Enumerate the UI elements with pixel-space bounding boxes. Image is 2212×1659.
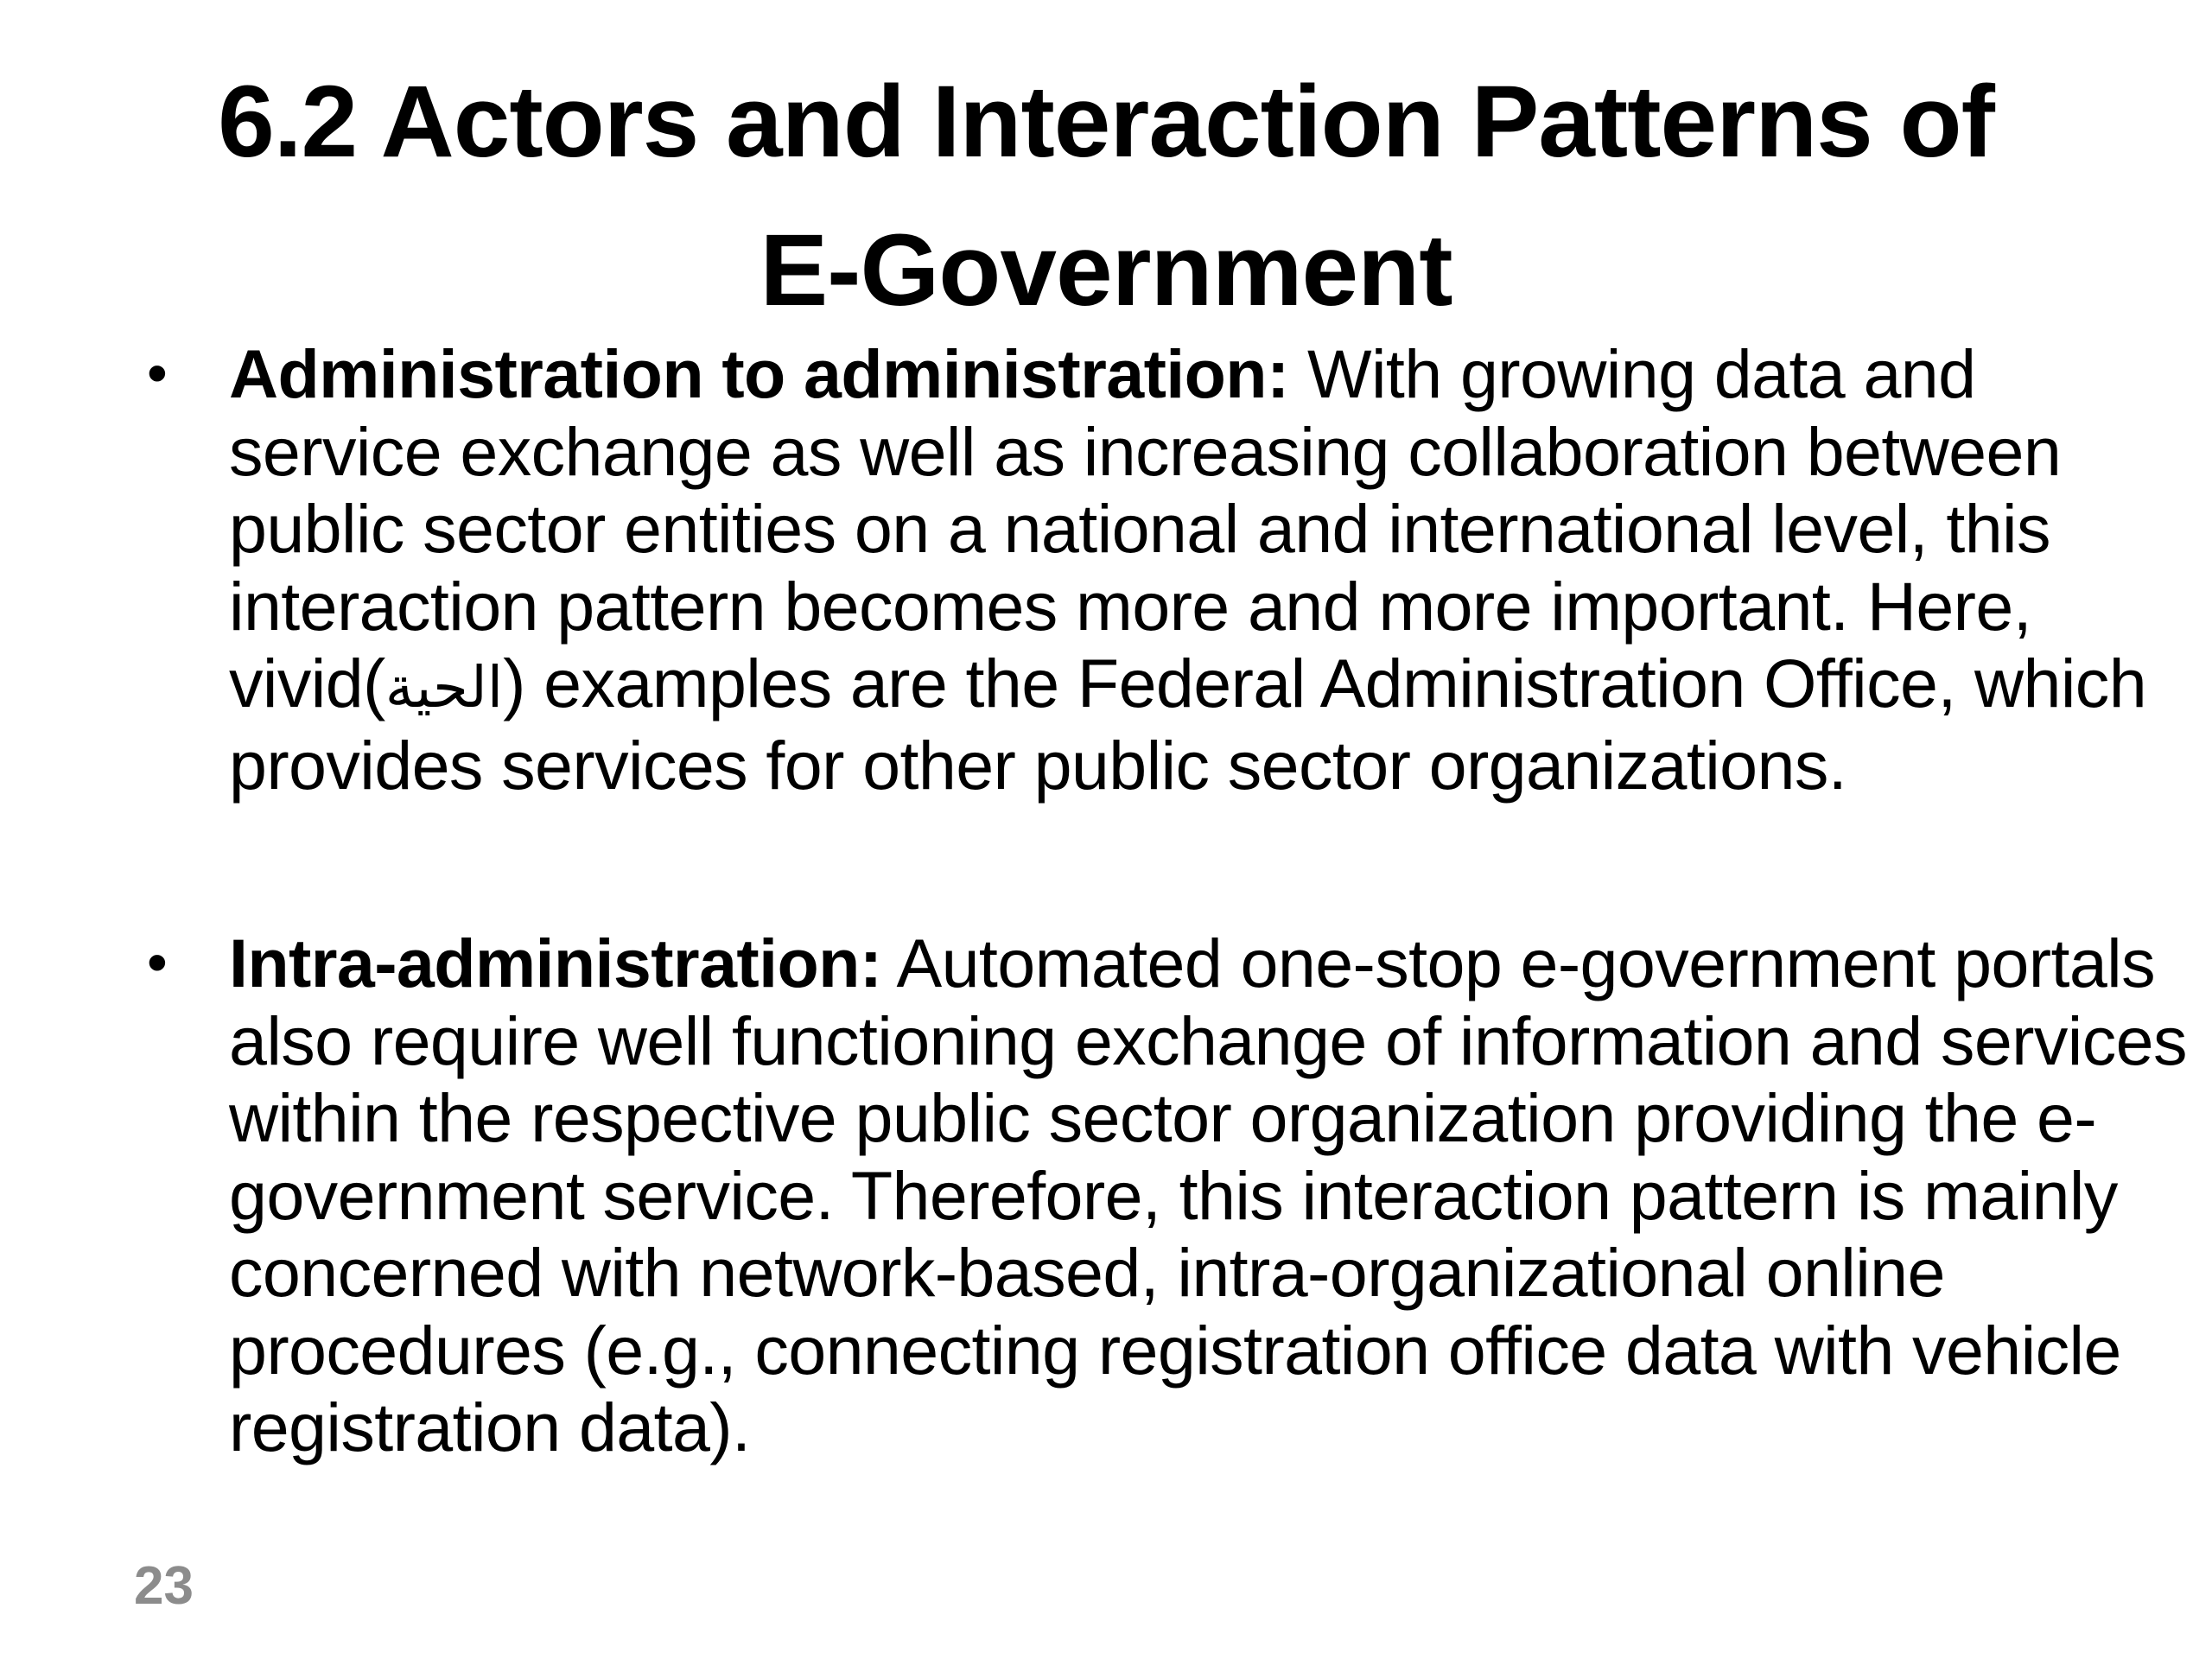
bullet-text: Automated one-stop e-government portals also require well functioning exchange of information and services within the respective public sector organization providing the e-government service. Therefore, this interaction pattern is mainly concerned with network-based, intra-organizational online procedures (e.g., connecting registration office data with vehicle registration data).	[229, 925, 2187, 1465]
bullet-dot-icon: •	[147, 930, 168, 995]
slide-title	[112, 48, 2100, 345]
bullet-text: With growing data and service exchange as well as increasing collaboration between public sector entities on a national and international level, this interaction pattern becomes more and more important. Here, vivid(	[229, 335, 2062, 721]
slide-title-line-1: 6.2 Actors and Interaction Patterns of	[218, 65, 1994, 179]
bullet-dot-icon: •	[147, 340, 168, 406]
bullet-item-intra-administration	[138, 925, 2195, 1466]
bullet-text-continued: ) examples are the Federal Administration Office, which provides services for other public sector organizations.	[229, 645, 2147, 804]
bullet-list	[138, 335, 2195, 1466]
arabic-annotation: الحية	[385, 654, 504, 721]
page-number: 23	[134, 1556, 194, 1616]
bullet-term: Intra-administration:	[229, 925, 882, 1001]
bullet-item-administration-to-administration	[138, 335, 2195, 804]
slide-title-line-2: E-Government	[760, 213, 1452, 327]
bullet-term: Administration to administration:	[229, 335, 1289, 412]
